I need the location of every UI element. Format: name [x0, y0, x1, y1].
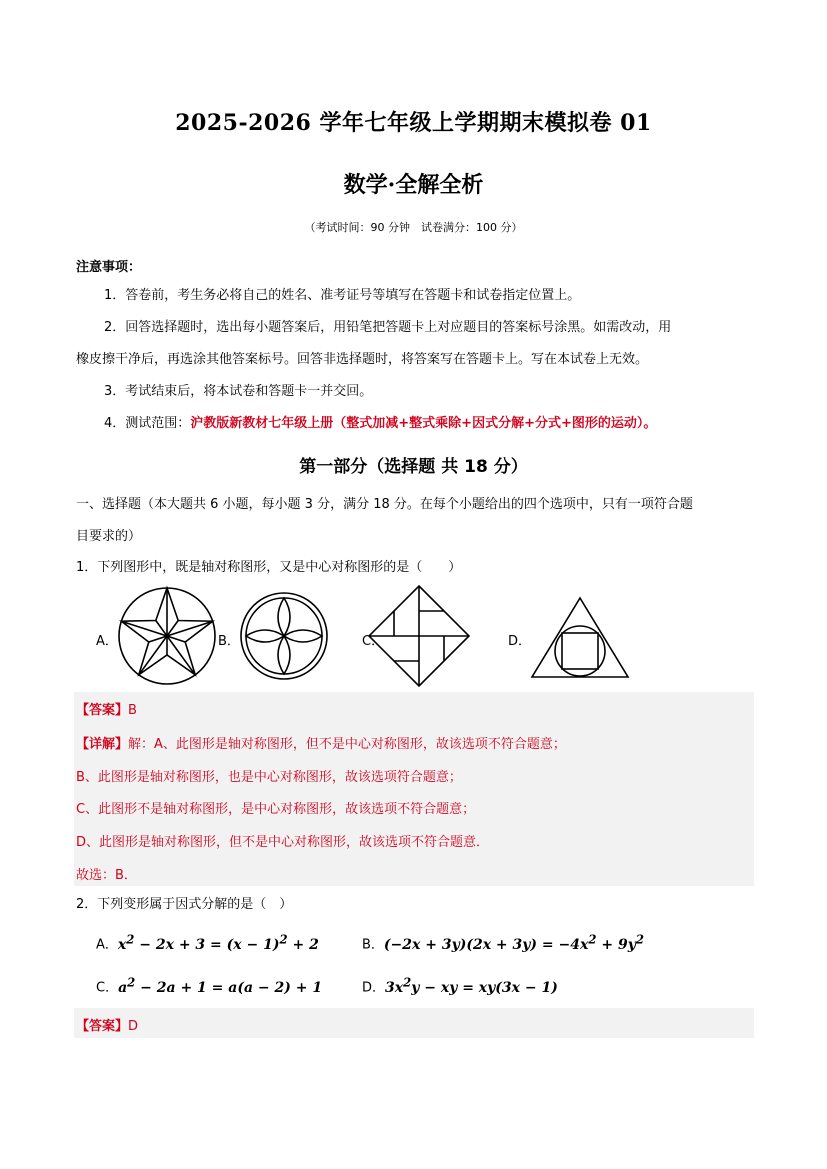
figure-b-petals-in-circle — [241, 593, 327, 679]
q1-answer-value: B — [128, 703, 137, 718]
q2-option-a-formula: $x^2 - 2x + 3 = (x - 1)^2 + 2$ — [117, 932, 319, 953]
section-intro-line-1: 一、选择题（本大题共 6 小题，每小题 3 分，满分 18 分。在每个小题给出的四个选项中，只有一项符合题 — [76, 497, 693, 512]
q2-option-c — [96, 975, 322, 996]
q1-answer-box — [74, 692, 754, 886]
q1-answer — [76, 699, 137, 718]
notice-item-3: 3．考试结束后，将本试卷和答题卡一并交回。 — [104, 384, 373, 399]
part1-heading: 第一部分（选择题 共 18 分） — [299, 457, 528, 477]
notice-item-4-prefix: 4．测试范围： — [104, 416, 191, 431]
q1-detail-text-1: 解：A、此图形是轴对称图形，但不是中心对称图形，故该选项不符合题意； — [128, 737, 566, 752]
q1-detail-line-1 — [76, 733, 566, 752]
q2-option-c-label: C． — [96, 980, 119, 996]
q2-option-a — [96, 932, 319, 953]
q1-option-a-label: A． — [96, 634, 118, 649]
figure-d-triangle-circle-square — [532, 598, 628, 677]
figure-c-pinwheel-square — [369, 586, 469, 686]
q2-option-c-formula: $a^2 - 2a + 1 = a(a - 2) + 1$ — [118, 975, 323, 996]
notice-item-2-line-2: 橡皮擦干净后，再选涂其他答案标号。回答非选择题时，将答案写在答题卡上。写在本试卷上无效。 — [76, 352, 649, 367]
q2-option-d — [362, 975, 558, 996]
q1-option-d-label: D． — [508, 634, 532, 649]
q1-answer-tag: 【答案】 — [76, 703, 129, 718]
notice-item-2-line-1: 2．回答选择题时，选出每小题答案后，用铅笔把答题卡上对应题目的答案标号涂黑。如需改动，用 — [104, 320, 672, 335]
exam-info: （考试时间：90 分钟 试卷满分：100 分） — [304, 221, 523, 234]
q2-option-a-label: A． — [96, 937, 118, 953]
q2-option-b-formula: $(-2x + 3y)(2x + 3y) = -4x^2 + 9y^2$ — [383, 932, 644, 953]
section-intro-line-2: 目要求的） — [76, 529, 142, 544]
q1-detail-line-3: C、此图形不是轴对称图形，是中心对称图形，故该选项不符合题意； — [76, 802, 476, 817]
q2-option-b — [362, 932, 644, 953]
q2-answer-tag: 【答案】 — [76, 1019, 129, 1034]
notice-item-1: 1．答卷前，考生务必将自己的姓名、准考证号等填写在答题卡和试卷指定位置上。 — [104, 288, 581, 303]
notice-item-4-range: 沪教版新教材七年级上册（整式加减+整式乘除+因式分解+分式+图形的运动）。 — [190, 416, 657, 431]
q1-option-c-label: C． — [362, 634, 385, 649]
q1-conclusion: 故选：B． — [76, 868, 137, 883]
q1-option-b-label: B． — [218, 634, 240, 649]
q1-detail-line-4: D、此图形是轴对称图形，但不是中心对称图形，故该选项不符合题意． — [76, 835, 490, 850]
q2-option-d-label: D． — [362, 980, 386, 996]
question-1-stem: 1．下列图形中，既是轴对称图形，又是中心对称图形的是（ ） — [76, 560, 462, 575]
notice-heading: 注意事项： — [76, 260, 142, 275]
q2-option-b-label: B． — [362, 937, 384, 953]
q2-option-d-formula: $3x^2y$ − xy = xy(3x − 1) — [385, 975, 558, 996]
q1-detail-line-2: B、此图形是轴对称图形，也是中心对称图形，故该选项符合题意； — [76, 770, 462, 785]
question-2-stem: 2．下列变形属于因式分解的是（ ） — [76, 897, 293, 912]
q2-answer — [76, 1015, 138, 1034]
q2-answer-box — [74, 1008, 754, 1038]
exam-subtitle: 数学·全解全析 — [343, 172, 484, 198]
figure-a-star-in-circle — [119, 588, 215, 684]
q1-detail-tag: 【详解】 — [76, 737, 129, 752]
exam-title: 2025-2026 学年七年级上学期期末模拟卷 01 — [175, 110, 652, 136]
q2-answer-value: D — [128, 1019, 139, 1034]
